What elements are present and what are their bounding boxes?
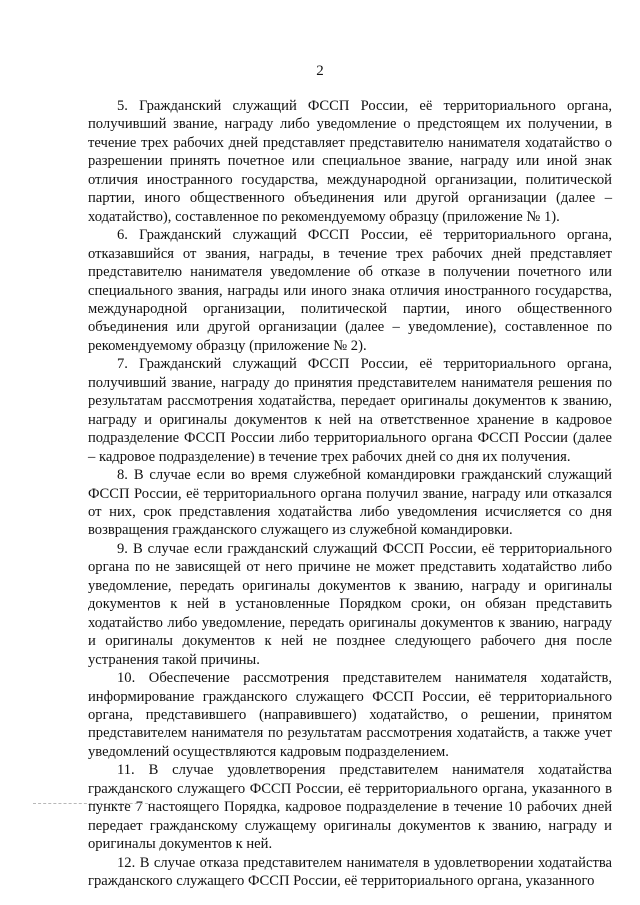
paragraph-7: 7. Гражданский служащий ФССП России, её территориального органа, получивший звание, награду до принятия представителем нанимателя решения по результатам рассмотрения ходатайства, передает оригиналы документов к званию, награду и оригиналы документов к ней на ответственное хранение в кадровое подразделение ФССП России либо территориального органа ФССП России (далее – кадровое подразделение) в течение трех рабочих дней со дня их получения. [88, 356, 612, 465]
paragraph-9: 9. В случае если гражданский служащий ФССП России, её территориального органа по не зависящей от него причине не может представить ходатайство либо уведомление, передать оригиналы документов к званию, награду и оригиналы документов к ней в установленные Порядком сроки, он обязан представить ходатайство либо уведомление, передать оригиналы документов к званию, награду и оригиналы документов к ней не позднее следующего рабочего дня после устранения такой причины. [88, 540, 612, 668]
paragraph-6: 6. Гражданский служащий ФССП России, её территориального органа, отказавшийся от звания, награды, в течение трех рабочих дней представляет представителю нанимателя уведомление об отказе в получении почетного или специального звания, награды или иного знака отличия иностранного государства, международной организации, политической партии, иного общественного объединения или другой организации (далее – уведомление), составленное по рекомендуемому образцу (приложение № 2). [88, 227, 612, 354]
paragraph-5: 5. Гражданский служащий ФССП России, её территориального органа, получивший звание, награду либо уведомление о предстоящем их получении, в течение трех рабочих дней представляет представителю нанимателя ходатайство о разрешении принять почетное или специальное звание, награду или иной знак отличия иностранного государства, международной организации, политической партии, иного общественного объединения или другой организации (далее – ходатайство), составленное по рекомендуемому образцу (приложение № 1). [88, 98, 612, 225]
paragraph-12: 12. В случае отказа представителем нанимателя в удовлетворении ходатайства гражданского служащего ФССП России, её территориального органа, указанного [88, 854, 612, 890]
paragraph-10: 10. Обеспечение рассмотрения представителем нанимателя ходатайств, информирование гражданского служащего ФССП России, её территориального органа, представившего (направившего) ходатайство, о решении, принятом представителем нанимателя по результатам рассмотрения ходатайств, а также учет уведомлений осуществляются кадровым подразделением. [88, 670, 612, 760]
paragraph-11: 11. В случае удовлетворения представителем нанимателя ходатайства гражданского служащего ФССП России, её территориального органа, указанного в пункте 7 настоящего Порядка, кадровое подразделение в течение 10 рабочих дней передает гражданскому служащему оригиналы документов к званию, награду и оригиналы документов к ней. [88, 762, 612, 853]
paragraph-8: 8. В случае если во время служебной командировки гражданский служащий ФССП России, её территориального органа получил звание, награду или отказался от них, срок представления ходатайства либо уведомления исчисляется со дня возвращения гражданского служащего из служебной командировки. [88, 467, 612, 539]
scan-artifact-line [33, 803, 153, 804]
document-body [88, 97, 612, 890]
page-number: 2 [316, 63, 324, 79]
